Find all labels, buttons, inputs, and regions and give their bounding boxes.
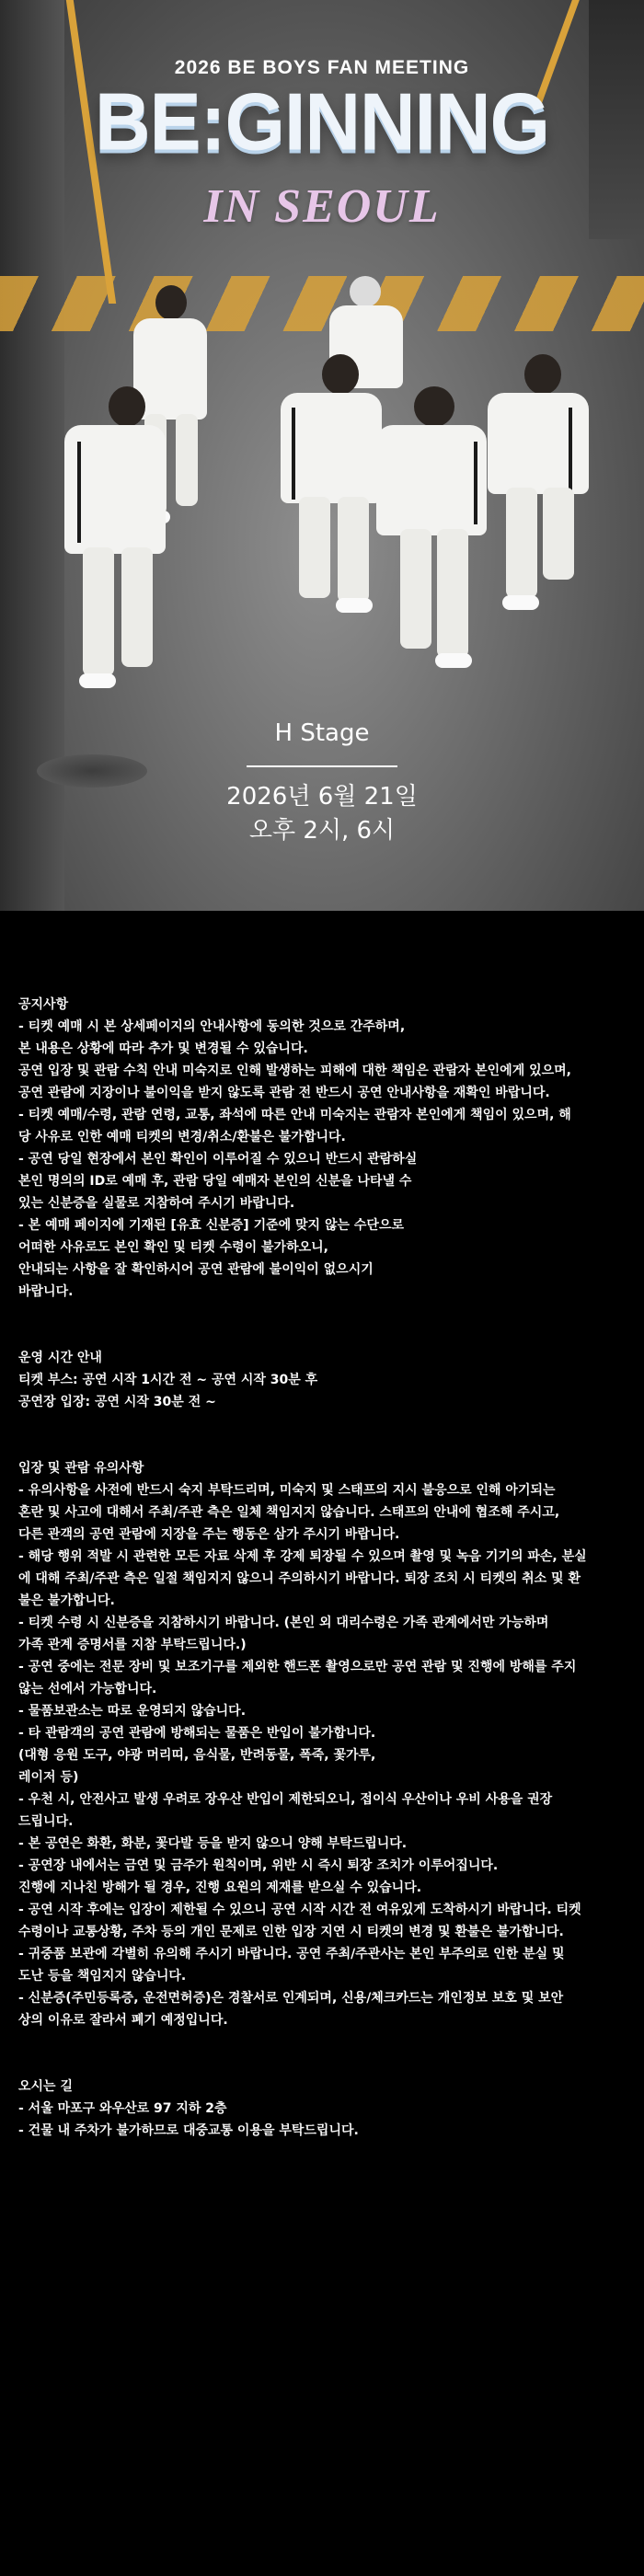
notice-section (0, 911, 644, 2186)
divider (247, 765, 397, 767)
event-eyebrow: 2026 BE BOYS FAN MEETING (174, 57, 470, 78)
venue-name: H Stage (274, 719, 370, 747)
notice-general: 공지사항 - 티켓 예매 시 본 상세페이지의 안내사항에 동의한 것으로 간주하며, 본 내용은 상황에 따라 추가 및 변경될 수 있습니다. 공연 입장 및 관람 수칙 안내 미숙지로 인해 발생하는 피해에 대한 책임은 관람자 본인에게 있으며, 공연 관람에 지장이나 불이익을 받지 않도록 관람 전 반드시 공연 안내사항을 재확인 바랍니다. - 티켓 예매/수령, 관람 연령, 교통, 좌석에 따른 안내 미숙지는 관람자 본인에게 책임이 있으며, 해 당 사유로 인한 예매 티켓의 변경/취소/환불은 불가합니다. - 공연 당일 현장에서 본인 확인이 이루어질 수 있으니 반드시 관람하실 본인 명의의 ID로 예매 후, 관람 당일 예매자 본인의 신분을 나타낼 수 있는 신분증을 실물로 지참하여 주시기 바랍니다. - 본 예매 페이지에 기재된 [유효 신분증] 기준에 맞지 않는 수단으로 어떠한 사유로도 본인 확인 및 티켓 수령이 불가하오니, 안내되는 사항을 잘 확인하시어 공연 관람에 불이익이 없으시기 바랍니다. (18, 997, 571, 1299)
event-date: 2026년 6월 21일 (226, 783, 418, 811)
notice-hours: 운영 시간 안내 티켓 부스: 공연 시작 1시간 전 ~ 공연 시작 30분 후 공연장 입장: 공연 시작 30분 전 ~ (18, 1351, 318, 1409)
notice-directions: 오시는 길 - 서울 마포구 와우산로 97 지하 2층 - 건물 내 주차가 불가하므로 대중교통 이용을 부탁드립니다. (18, 2079, 359, 2138)
poster (0, 0, 644, 911)
event-subtitle: IN SEOUL (203, 180, 441, 233)
event-time: 오후 2시, 6시 (248, 817, 396, 845)
notice-entry-rules: 입장 및 관람 유의사항 - 유의사항을 사전에 반드시 숙지 부탁드리며, 미숙지 및 스태프의 지시 불응으로 인해 아기되는 혼란 및 사고에 대해서 주최/주관 측은 일체 책임지지 않습니다. 스태프의 안내에 협조해 주시고, 다른 관객의 공연 관람에 지장을 주는 행동은 삼가 주시기 바랍니다. - 해당 행위 적발 시 관련한 모든 자료 삭제 후 강제 퇴장될 수 있으며 촬영 및 녹음 기기의 파손, 분실 에 대해 주최/주관 측은 일절 책임지지 않으니 주의하시기 바랍니다. 퇴장 조치 시 티켓의 취소 및 환 불은 불가합니다. - 티켓 수령 시 신분증을 지참하시기 바랍니다. (본인 외 대리수령은 가족 관계에서만 가능하며 가족 관계 증명서를 지참 부탁드립니다.) - 공연 중에는 전문 장비 및 보조기구를 제외한 핸드폰 촬영으로만 공연 관람 및 진행에 방해를 주지 않는 선에서 가능합니다. - 물품보관소는 따로 운영되지 않습니다. - 타 관람객의 공연 관람에 방해되는 물품은 반입이 불가합니다. (대형 응원 도구, 야광 머리띠, 음식물, 반려동물, 폭죽, 꽃가루, 레이저 등) - 우천 시, 안전사고 발생 우려로 장우산 반입이 제한되오니, 접이식 우산이나 우비 사용을 권장 드립니다. - 본 공연은 화환, 화분, 꽃다발 등을 받지 않으니 양해 부탁드립니다. - 공연장 내에서는 금연 및 금주가 원칙이며, 위반 시 즉시 퇴장 조치가 이루어집니다. 진행에 지나친 방해가 될 경우, 진행 요원의 제재를 받으실 수 있습니다. - 공연 시작 후에는 입장이 제한될 수 있으니 공연 시작 시간 전 여유있게 도착하시기 바랍니다. 티켓 수령이나 교통상황, 주차 등의 개인 문제로 인한 입장 지연 시 티켓의 변경 및 환불은 불가합니다. - 귀중품 보관에 각별히 유의해 주시기 바랍니다. 공연 주최/주관사는 본인 부주의로 인한 분실 및 도난 등을 책임지지 않습니다. - 신분증(주민등록증, 운전면허증)은 경찰서로 인계되며, 신용/체크카드는 개인정보 보호 및 보안 상의 이유로 잘라서 폐기 예정입니다. (18, 1461, 587, 2028)
event-title: BE:GINNING (95, 75, 549, 167)
